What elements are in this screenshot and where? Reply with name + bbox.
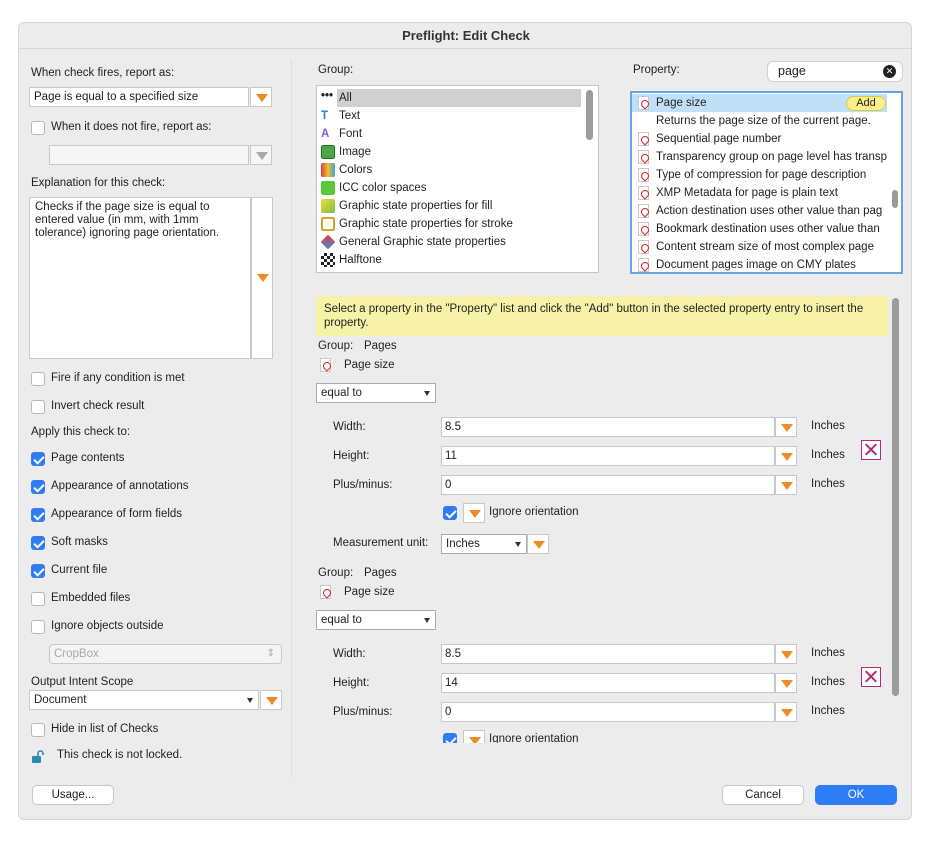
ignore-outside-label: Ignore objects outside (51, 620, 164, 632)
not-fire-select[interactable] (49, 145, 249, 165)
not-fire-dropdown-button[interactable] (250, 145, 272, 165)
remove-condition-icon[interactable] (861, 440, 881, 460)
hint-box: Select a property in the "Property" list and click the "Add" button in the selected property entry to insert the property. (316, 296, 888, 336)
orange-triangle-icon (533, 541, 545, 549)
report-dropdown-button[interactable] (250, 87, 272, 107)
orange-triangle-icon (781, 482, 793, 490)
explanation-dropdown-button[interactable] (251, 197, 273, 359)
ignore-orientation-checkbox[interactable] (443, 733, 457, 743)
operator-value: equal to (321, 614, 362, 626)
orange-triangle-icon (256, 94, 268, 102)
condition-editor (316, 291, 902, 743)
pdf-icon (320, 358, 331, 372)
width-dropdown-button[interactable] (775, 644, 797, 664)
property-label: Property: (633, 64, 680, 76)
width-unit: Inches (811, 647, 845, 659)
ignore-orientation-label: Ignore orientation (489, 506, 579, 518)
width-input[interactable]: 8.5 (441, 417, 775, 437)
invert-checkbox[interactable] (31, 400, 45, 414)
not-fire-checkbox[interactable] (31, 121, 45, 135)
output-intent-dropdown-button[interactable] (260, 690, 282, 710)
orange-triangle-icon (257, 274, 269, 282)
orange-triangle-icon (781, 680, 793, 688)
height-label: Height: (333, 450, 370, 462)
explanation-label: Explanation for this check: (31, 177, 166, 189)
property-item[interactable]: Action destination uses other value than pag (636, 202, 892, 220)
usage-button[interactable]: Usage... (32, 785, 114, 805)
property-item[interactable]: XMP Metadata for page is plain text (636, 184, 892, 202)
group-scrollbar[interactable] (586, 90, 593, 140)
colors-icon (321, 163, 335, 177)
vertical-divider (291, 59, 292, 777)
orange-triangle-icon (781, 651, 793, 659)
height-unit: Inches (811, 449, 845, 461)
apply-annotations-label: Appearance of annotations (51, 480, 189, 492)
pdf-icon (638, 132, 649, 146)
operator-select[interactable] (316, 610, 436, 630)
output-intent-label: Output Intent Scope (31, 676, 134, 688)
property-item[interactable]: Type of compression for page description (636, 166, 892, 184)
hide-label: Hide in list of Checks (51, 723, 159, 735)
explanation-textarea[interactable] (29, 197, 251, 359)
apply-form-fields-checkbox[interactable] (31, 508, 45, 522)
orange-triangle-icon (781, 453, 793, 461)
invert-label: Invert check result (51, 400, 145, 412)
width-unit: Inches (811, 420, 845, 432)
cancel-button[interactable]: Cancel (722, 785, 804, 805)
condition-group-value: Pages (364, 340, 397, 352)
condition-group-label: Group: (318, 340, 354, 352)
ignore-orientation-checkbox[interactable] (443, 506, 457, 520)
condition-group-value: Pages (364, 567, 397, 579)
report-select[interactable]: Page is equal to a specified size (29, 87, 249, 107)
property-item[interactable]: Sequential page number (636, 130, 892, 148)
stroke-icon (321, 217, 335, 231)
ignore-orientation-dropdown-button[interactable] (463, 730, 485, 743)
measurement-unit-select[interactable] (441, 534, 527, 554)
pdf-icon (638, 204, 649, 218)
apply-embedded-files-label: Embedded files (51, 592, 131, 604)
property-search-field[interactable] (767, 61, 903, 82)
pdf-icon (638, 240, 649, 254)
updown-chevron-icon: ⇕ (266, 648, 275, 659)
fire-any-label: Fire if any condition is met (51, 372, 185, 384)
selected-row-highlight (337, 89, 581, 107)
orange-triangle-icon (781, 709, 793, 717)
measurement-unit-value: Inches (446, 538, 480, 550)
width-label: Width: (333, 421, 366, 433)
orange-triangle-icon (781, 424, 793, 432)
height-unit: Inches (811, 676, 845, 688)
measurement-unit-dropdown-button[interactable] (527, 534, 549, 554)
height-dropdown-button[interactable] (775, 673, 797, 693)
apply-current-file-checkbox[interactable] (31, 564, 45, 578)
report-label: When check fires, report as: (31, 67, 175, 79)
ignore-outside-checkbox[interactable] (31, 620, 45, 634)
fire-any-checkbox[interactable] (31, 372, 45, 386)
window-title: Preflight: Edit Check (19, 23, 912, 49)
condition-property: Page size (344, 586, 395, 598)
plusminus-dropdown-button[interactable] (775, 702, 797, 722)
output-intent-value: Document (34, 694, 87, 706)
plusminus-input[interactable]: 0 (441, 702, 775, 722)
text-icon: T (321, 110, 329, 122)
ignore-orientation-dropdown-button[interactable] (463, 503, 485, 523)
plusminus-unit: Inches (811, 478, 845, 490)
editor-scrollbar[interactable] (892, 298, 899, 696)
measurement-unit-label: Measurement unit: (333, 537, 429, 549)
operator-value: equal to (321, 387, 362, 399)
apply-form-fields-label: Appearance of form fields (51, 508, 183, 520)
pdf-icon (320, 585, 331, 599)
width-dropdown-button[interactable] (775, 417, 797, 437)
output-intent-select[interactable] (29, 690, 259, 710)
property-item[interactable]: Bookmark destination uses other value than (636, 220, 892, 238)
font-icon: A (321, 128, 330, 140)
apply-annotations-checkbox[interactable] (31, 480, 45, 494)
pdf-icon (638, 258, 649, 272)
property-scrollbar[interactable] (892, 190, 898, 208)
apply-embedded-files-checkbox[interactable] (31, 592, 45, 606)
fill-icon (321, 199, 335, 213)
not-fire-label: When it does not fire, report as: (51, 121, 212, 133)
add-property-button[interactable]: Add (846, 96, 886, 111)
image-icon (321, 145, 335, 159)
property-item[interactable]: Document pages image on CMY plates (636, 256, 892, 274)
remove-condition-icon[interactable] (861, 667, 881, 687)
small-chevron-down-icon (247, 698, 253, 703)
height-input[interactable]: 11 (441, 446, 775, 466)
clear-search-icon[interactable]: ✕ (883, 65, 896, 78)
dots-icon: ••• (321, 90, 334, 102)
pdf-icon (638, 96, 649, 110)
unlock-icon[interactable] (31, 750, 45, 764)
plusminus-dropdown-button[interactable] (775, 475, 797, 495)
apply-soft-masks-checkbox[interactable] (31, 536, 45, 550)
pdf-icon (638, 168, 649, 182)
orange-triangle-icon (469, 737, 481, 743)
pdf-icon (638, 222, 649, 236)
property-description: Returns the page size of the current page. (656, 115, 871, 127)
group-list[interactable]: ••• All T Text A Font Image Colors ICC color spaces Graphic state properties for fill Graphic state properties for stroke General Graphic state properties Halftone (316, 85, 599, 273)
apply-page-contents-label: Page contents (51, 452, 125, 464)
halftone-icon (321, 253, 335, 267)
width-label: Width: (333, 648, 366, 660)
gray-triangle-icon (256, 152, 268, 160)
plusminus-label: Plus/minus: (333, 706, 393, 718)
small-chevron-down-icon (424, 618, 430, 623)
property-list[interactable] (630, 91, 903, 274)
lock-status-text: This check is not locked. (57, 749, 183, 761)
width-input[interactable]: 8.5 (441, 644, 775, 664)
property-item[interactable]: Page size (636, 94, 892, 112)
cropbox-value: CropBox (54, 648, 99, 660)
cropbox-select[interactable] (49, 644, 282, 664)
pdf-icon (638, 186, 649, 200)
group-label: Group: (318, 64, 354, 76)
apply-page-contents-checkbox[interactable] (31, 452, 45, 466)
ignore-orientation-label: Ignore orientation (489, 733, 579, 743)
ok-button[interactable]: OK (815, 785, 897, 805)
apply-current-file-label: Current file (51, 564, 108, 576)
icc-icon (321, 181, 335, 195)
hide-checkbox[interactable] (31, 723, 45, 737)
graphic-state-icon (321, 235, 336, 250)
orange-triangle-icon (266, 697, 278, 705)
orange-triangle-icon (469, 510, 481, 518)
plusminus-unit: Inches (811, 705, 845, 717)
operator-select[interactable] (316, 383, 436, 403)
small-chevron-down-icon (424, 391, 430, 396)
apply-soft-masks-label: Soft masks (51, 536, 108, 548)
explanation-text: Checks if the page size is equal to entered value (in mm, with 1mm tolerance) ignoring page orientation. (35, 201, 220, 239)
property-search-input[interactable]: page (778, 64, 806, 78)
property-item[interactable]: Transparency group on page level has transp (636, 148, 892, 166)
condition-group-label: Group: (318, 567, 354, 579)
property-item[interactable]: Content stream size of most complex page (636, 238, 892, 256)
edit-check-dialog (18, 22, 912, 820)
pdf-icon (638, 150, 649, 164)
plusminus-label: Plus/minus: (333, 479, 393, 491)
small-chevron-down-icon (515, 542, 521, 547)
height-dropdown-button[interactable] (775, 446, 797, 466)
apply-label: Apply this check to: (31, 426, 131, 438)
height-input[interactable]: 14 (441, 673, 775, 693)
plusminus-input[interactable]: 0 (441, 475, 775, 495)
condition-property: Page size (344, 359, 395, 371)
height-label: Height: (333, 677, 370, 689)
